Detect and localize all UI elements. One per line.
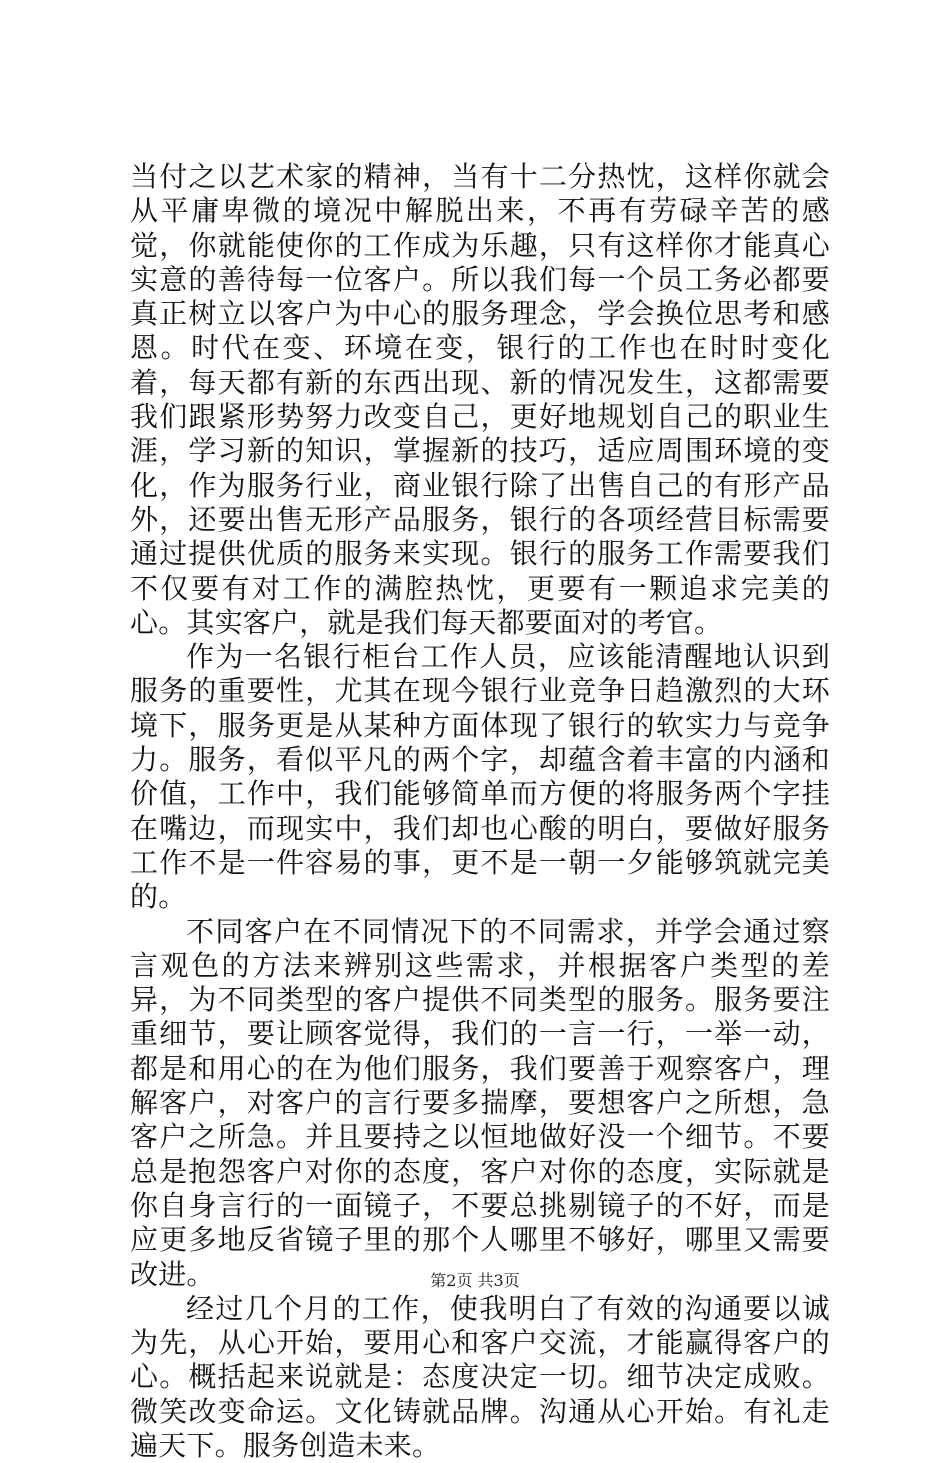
paragraph-2: 作为一名银行柜台工作人员，应该能清醒地认识到服务的重要性，尤其在现今银行业竞争日趋激烈的大环境下，服务更是从某种方面体现了银行的软实力与竞争力。服务，看似平凡的两个字，却蕴含着丰富的内涵和价值，工作中，我们能够简单而方便的将服务两个字挂在嘴边，而现实中，我们却也心酸的明白，要做好服务工作不是一件容易的事，更不是一朝一夕能够筑就完美的。 (130, 640, 830, 914)
paragraph-4: 经过几个月的工作，使我明白了有效的沟通要以诚为先，从心开始，要用心和客户交流，才能赢得客户的心。概括起来说就是：态度决定一切。细节决定成败。微笑改变命运。文化铸就品牌。沟通从心开始。有礼走遍天下。服务创造未来。 (130, 1291, 830, 1462)
paragraph-3: 不同客户在不同情况下的不同需求，并学会通过察言观色的方法来辨别这些需求，并根据客户类型的差异，为不同类型的客户提供不同类型的服务。服务要注重细节，要让顾客觉得，我们的一言一行，一举一动，都是和用心的在为他们服务，我们要善于观察客户，理解客户，对客户的言行要多揣摩，要想客户之所想，急客户之所急。并且要持之以恒地做好没一个细节。不要总是抱怨客户对你的态度，客户对你的态度，实际就是你自身言行的一面镜子，不要总挑剔镜子的不好，而是应更多地反省镜子里的那个人哪里不够好，哪里又需要改进。 (130, 914, 830, 1291)
page-number-footer: 第2页 共3页 (430, 1271, 520, 1290)
paragraph-1: 当付之以艺术家的精神，当有十二分热忱，这样你就会从平庸卑微的境况中解脱出来，不再有劳碌辛苦的感觉，你就能使你的工作成为乐趣，只有这样你才能真心实意的善待每一位客户。所以我们每一个员工务必都要真正树立以客户为中心的服务理念，学会换位思考和感恩。时代在变、环境在变，银行的工作也在时时变化着，每天都有新的东西出现、新的情况发生，这都需要我们跟紧形势努力改变自己，更好地规划自己的职业生涯，学习新的知识，掌握新的技巧，适应周围环境的变化，作为服务行业，商业银行除了出售自己的有形产品外，还要出售无形产品服务，银行的各项经营目标需要通过提供优质的服务来实现。银行的服务工作需要我们不仅要有对工作的满腔热忱，更要有一颗追求完美的心。其实客户，就是我们每天都要面对的考官。 (130, 160, 830, 639)
